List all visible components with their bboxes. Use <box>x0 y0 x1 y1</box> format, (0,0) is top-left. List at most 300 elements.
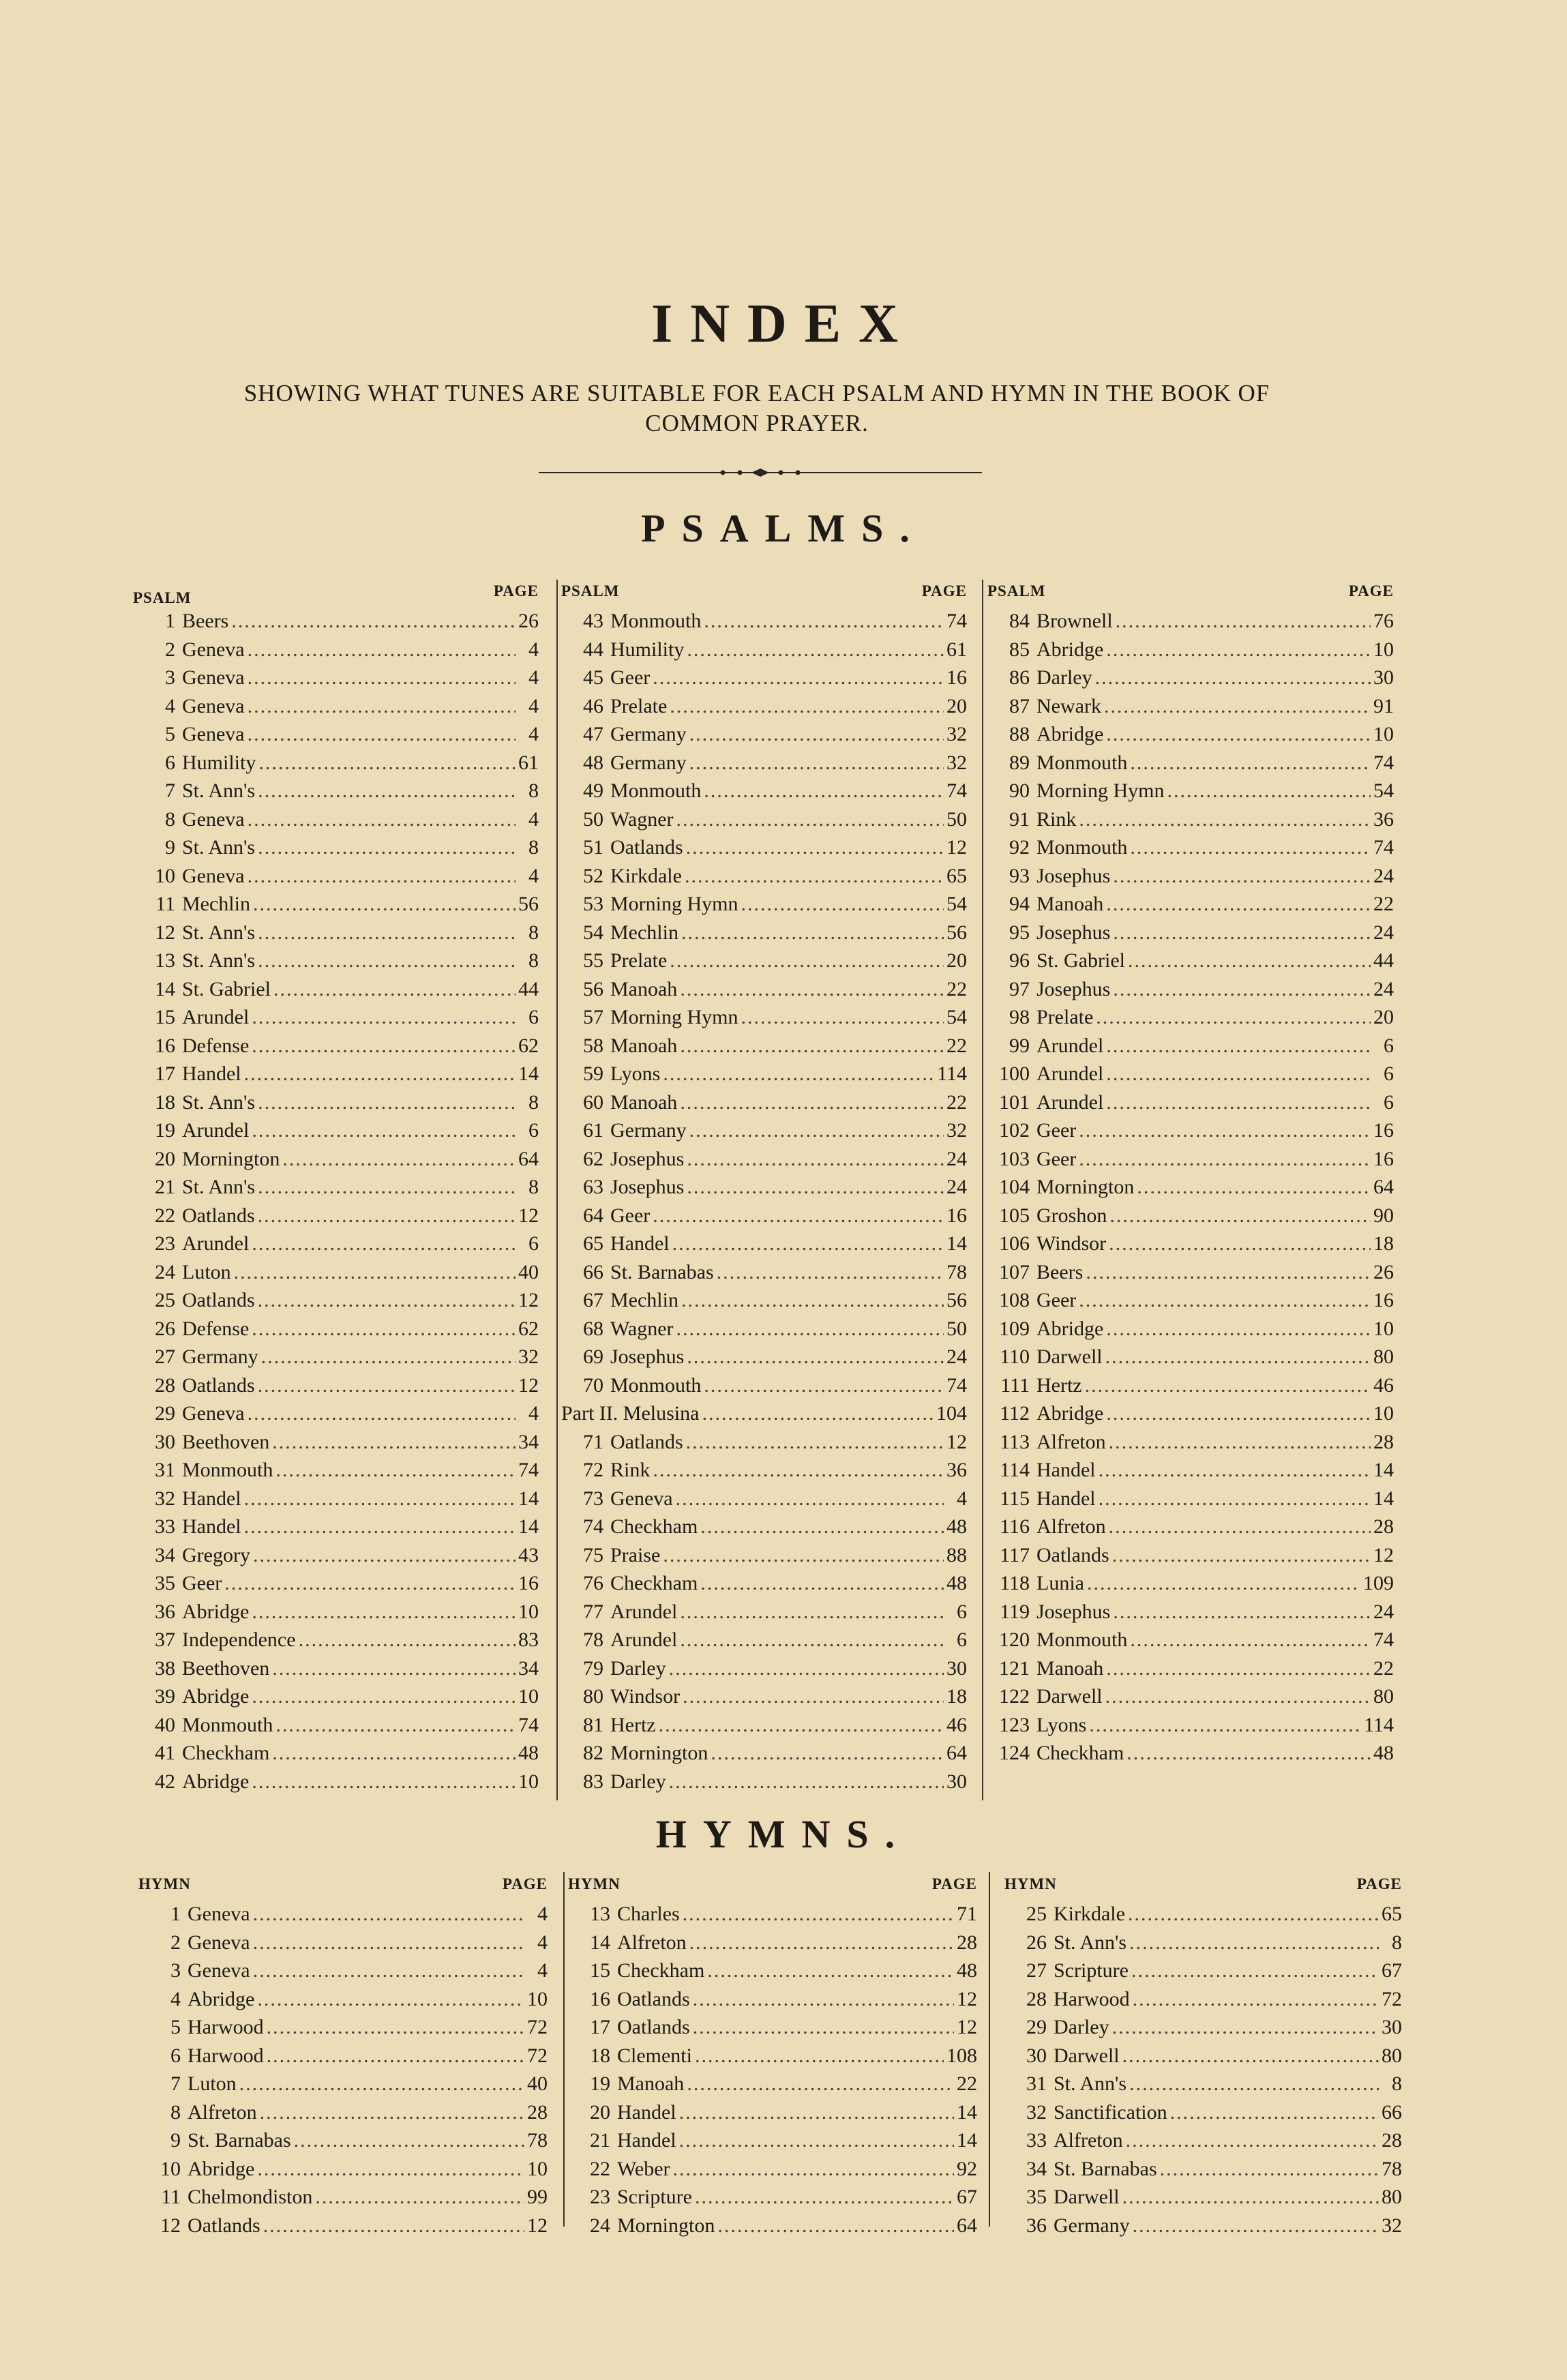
psalm-entry <box>133 1318 539 1346</box>
entry-number: 62 <box>583 1147 603 1170</box>
entry-number: 48 <box>583 751 603 774</box>
entry-number: 16 <box>590 1987 610 2010</box>
dot-leader <box>248 808 516 831</box>
tune-name: St. Barnabas <box>610 1260 714 1283</box>
page-label: PAGE <box>931 1875 977 1892</box>
psalm-entry <box>987 1232 1394 1261</box>
entry-number: 54 <box>583 921 603 944</box>
entry-number: 102 <box>999 1119 1030 1142</box>
page-number: 54 <box>1373 779 1394 802</box>
hymn-entry <box>568 2101 977 2130</box>
tune-name: Geneva <box>182 638 245 661</box>
dot-leader <box>1099 1487 1371 1511</box>
tune-name: Geer <box>610 666 651 689</box>
tune-name: Prelate <box>610 949 668 972</box>
entry-number: 22 <box>590 2157 610 2180</box>
entry-number: 2 <box>165 638 175 661</box>
entry-number: 93 <box>1009 864 1030 887</box>
entry-number: 73 <box>583 1487 603 1510</box>
psalm-entry <box>133 1487 539 1516</box>
entry-number: 20 <box>155 1147 175 1170</box>
dot-leader <box>676 808 944 831</box>
page-number: 114 <box>937 1062 967 1085</box>
tune-name: Newark <box>1036 694 1101 717</box>
tune-name: Humility <box>182 751 256 774</box>
dot-leader <box>258 779 516 803</box>
psalm-entry <box>987 1374 1394 1403</box>
page-number: 40 <box>518 1260 539 1283</box>
page-number: 30 <box>1373 666 1394 689</box>
tune-name: Darley <box>610 1656 666 1680</box>
entry-number: 12 <box>155 921 175 944</box>
psalm-entry <box>133 1459 539 1487</box>
tune-name: Gregory <box>182 1543 250 1566</box>
psalm-label: PSALM <box>561 582 620 599</box>
page-number: 12 <box>518 1204 539 1227</box>
page-number: 36 <box>946 1459 967 1481</box>
entry-number: 57 <box>583 1006 603 1028</box>
column-header <box>138 1875 548 1903</box>
psalm-entry <box>133 1232 539 1261</box>
entry-number: 49 <box>583 779 603 802</box>
dot-leader <box>1106 1402 1371 1425</box>
tune-name: Oatlands <box>617 2016 690 2038</box>
page-number: 16 <box>946 1204 967 1227</box>
tune-name: Scripture <box>617 2186 692 2208</box>
hymn-entry <box>568 2129 977 2158</box>
psalm-entry <box>987 1402 1394 1431</box>
tune-name: Wagner <box>610 807 674 831</box>
psalm-entry <box>133 1402 539 1431</box>
psalm-entry <box>987 1062 1394 1091</box>
dot-leader <box>702 1402 934 1425</box>
entry-number: 4 <box>170 1987 181 2010</box>
page-number: 56 <box>518 893 539 915</box>
page-number: 32 <box>1382 2214 1402 2237</box>
psalm-entry <box>987 1261 1394 1290</box>
tune-name: Oatlands <box>1036 1543 1109 1566</box>
dot-leader <box>253 893 516 916</box>
entry-number: 36 <box>155 1600 175 1623</box>
dot-leader <box>681 1289 944 1312</box>
page-number: 24 <box>946 1345 967 1368</box>
page-number: 76 <box>1373 610 1394 632</box>
psalm-list <box>561 610 967 1798</box>
tune-name: Prelate <box>610 694 668 717</box>
entry-number: 80 <box>583 1685 603 1708</box>
tune-name: Brownell <box>1036 610 1113 632</box>
entry-number: 61 <box>583 1119 603 1142</box>
page-number: 61 <box>518 751 539 774</box>
entry-number: 15 <box>590 1959 610 1982</box>
dot-leader <box>653 1459 944 1482</box>
psalm-entry <box>561 1459 967 1487</box>
entry-number: 9 <box>165 836 175 859</box>
page-number: 74 <box>1373 1628 1394 1651</box>
tune-name: Darley <box>1036 666 1092 689</box>
entry-number: 71 <box>583 1430 603 1453</box>
dot-leader <box>244 1515 516 1538</box>
entry-number: 66 <box>583 1260 603 1283</box>
tune-name: Humility <box>610 638 685 661</box>
dot-leader <box>267 2016 524 2039</box>
ornamental-divider <box>539 468 982 477</box>
psalm-entry <box>133 1035 539 1063</box>
psalm-entry <box>561 893 967 921</box>
dot-leader <box>1126 2129 1379 2152</box>
tune-name: Alfreton <box>1054 2129 1123 2152</box>
entry-number: 13 <box>155 949 175 972</box>
dot-leader <box>681 921 944 944</box>
psalm-entry <box>987 1657 1394 1686</box>
entry-number: 1 <box>170 1903 181 1925</box>
page-number: 109 <box>1363 1572 1394 1594</box>
psalm-label: PSALM <box>133 589 192 606</box>
hymn-entry <box>568 2072 977 2101</box>
tune-name: Mornington <box>1036 1176 1135 1198</box>
entry-number: 29 <box>1026 2016 1047 2038</box>
entry-number: 30 <box>1026 2044 1047 2067</box>
tune-name: Morning Hymn <box>610 1006 738 1028</box>
page-number: 32 <box>946 751 967 774</box>
page-number: 74 <box>1373 751 1394 774</box>
entry-number: 84 <box>1009 610 1030 632</box>
psalm-entry <box>133 1657 539 1686</box>
entry-number: 51 <box>583 836 603 859</box>
entry-number: 91 <box>1009 807 1030 831</box>
entry-number: 112 <box>1000 1402 1030 1425</box>
page-number: 24 <box>1373 921 1394 944</box>
entry-number: 65 <box>583 1232 603 1255</box>
dot-leader <box>1167 779 1371 803</box>
tune-name: Germany <box>610 751 687 774</box>
dot-leader <box>686 1431 944 1454</box>
entry-number: 1 <box>165 610 175 632</box>
entry-number: 119 <box>1000 1600 1030 1623</box>
dot-leader <box>257 1988 524 2011</box>
dot-leader <box>1109 1431 1371 1454</box>
hymn-entry <box>1004 2214 1402 2243</box>
hymn-label: HYMN <box>1004 1875 1057 1892</box>
page-number: 10 <box>1373 1402 1394 1425</box>
psalm-entry <box>133 1148 539 1176</box>
dot-leader <box>1079 1119 1371 1142</box>
page-number: 22 <box>1373 1656 1394 1680</box>
dot-leader <box>294 2129 524 2152</box>
tune-name: St. Ann's <box>182 1176 256 1198</box>
tune-name: Germany <box>182 1345 258 1368</box>
dot-leader <box>659 1714 944 1737</box>
dot-leader <box>653 666 944 689</box>
hymns-heading: HYMNS. <box>655 1812 912 1856</box>
dot-leader <box>653 1204 944 1228</box>
tune-name: Josephus <box>1036 977 1111 1000</box>
column-header <box>987 582 1394 610</box>
page-number: 12 <box>946 1430 967 1453</box>
tune-name: Kirkdale <box>610 864 682 887</box>
hymn-entry <box>138 2044 548 2073</box>
entry-number: 8 <box>165 807 175 831</box>
dot-leader <box>685 865 944 888</box>
tune-name: Scripture <box>1054 1959 1129 1982</box>
dot-leader <box>1122 2044 1379 2068</box>
page-number: 6 <box>1384 1034 1394 1057</box>
tune-name: Monmouth <box>1036 836 1128 859</box>
page-number: 10 <box>527 2157 548 2180</box>
psalm-entry <box>133 836 539 865</box>
dot-leader <box>687 638 944 661</box>
page-number: 24 <box>946 1147 967 1170</box>
tune-name: Charles <box>617 1903 680 1925</box>
tune-name: Abridge <box>188 2157 255 2180</box>
entry-number: 10 <box>160 2157 181 2180</box>
dot-leader <box>253 1959 524 1982</box>
tune-name: Darley <box>1054 2016 1109 2038</box>
tune-name: Arundel <box>1036 1090 1104 1114</box>
dot-leader <box>687 1345 944 1369</box>
psalm-entry <box>561 1770 967 1799</box>
page-number: 80 <box>1373 1345 1394 1368</box>
page-number: 28 <box>527 2100 548 2124</box>
dot-leader <box>679 2101 954 2124</box>
entry-number: 98 <box>1009 1006 1030 1028</box>
page-number: 28 <box>1373 1515 1394 1538</box>
page-number: 8 <box>528 1090 539 1114</box>
dot-leader <box>1170 2101 1379 2124</box>
psalm-entry <box>987 865 1394 893</box>
page-number: 8 <box>528 949 539 972</box>
hymn-entry <box>1004 2158 1402 2186</box>
tune-name: Mechlin <box>182 893 250 915</box>
psalm-entry <box>987 1572 1394 1601</box>
entry-number: 37 <box>155 1628 175 1651</box>
psalm-entry <box>987 1204 1394 1233</box>
entry-number: 60 <box>583 1090 603 1114</box>
dot-leader <box>676 1487 944 1511</box>
tune-name: Monmouth <box>1036 751 1128 774</box>
entry-number: 26 <box>1026 1931 1047 1954</box>
page-number: 64 <box>946 1742 967 1764</box>
psalm-entry <box>561 1318 967 1346</box>
entry-number: 94 <box>1009 893 1030 915</box>
dot-leader <box>1106 1062 1371 1086</box>
entry-number: 42 <box>155 1770 175 1793</box>
page-number: 28 <box>957 1931 977 1954</box>
dot-leader <box>1122 2186 1379 2209</box>
tune-name: Luton <box>182 1260 231 1283</box>
page-number: 4 <box>528 1402 539 1425</box>
tune-name: Groshon <box>1036 1204 1107 1227</box>
entry-number: 7 <box>165 779 175 802</box>
tune-name: Defense <box>182 1034 250 1057</box>
dot-leader <box>258 836 516 859</box>
entry-number: 6 <box>170 2044 181 2067</box>
tune-name: Beethoven <box>182 1656 270 1680</box>
entry-number: 122 <box>999 1685 1030 1708</box>
page-label: PAGE <box>493 582 539 599</box>
entry-number: 41 <box>155 1742 175 1764</box>
psalm-entry <box>561 695 967 724</box>
dot-leader <box>1116 610 1371 633</box>
page-number: 74 <box>946 610 967 632</box>
dot-leader <box>711 1742 944 1765</box>
tune-name: Oatlands <box>610 836 683 859</box>
psalm-entry <box>133 921 539 950</box>
dot-leader <box>267 2044 524 2068</box>
entry-number: 30 <box>155 1430 175 1453</box>
page-number: 64 <box>518 1147 539 1170</box>
entry-number: 3 <box>165 666 175 689</box>
dot-leader <box>275 1459 516 1482</box>
hymn-entry <box>138 2016 548 2044</box>
dot-leader <box>1079 808 1371 831</box>
page-number: 24 <box>1373 864 1394 887</box>
entry-number: 96 <box>1009 949 1030 972</box>
page-number: 12 <box>1373 1543 1394 1566</box>
entry-number: 106 <box>999 1232 1030 1255</box>
page-number: 14 <box>946 1232 967 1255</box>
page-number: 34 <box>518 1430 539 1453</box>
entry-number: 21 <box>155 1176 175 1198</box>
hymn-list <box>568 1903 977 2242</box>
tune-name: Josephus <box>1036 921 1111 944</box>
dot-leader <box>272 1431 516 1454</box>
dot-leader <box>673 2158 954 2181</box>
tune-name: Morning Hymn <box>1036 779 1165 802</box>
entry-number: 22 <box>155 1204 175 1227</box>
dot-leader <box>1131 1959 1379 1982</box>
tune-name: Handel <box>182 1515 241 1538</box>
tune-name: Geer <box>1036 1147 1077 1170</box>
dot-leader <box>1133 2214 1379 2237</box>
dot-leader <box>1079 1148 1371 1171</box>
dot-leader <box>687 2072 954 2096</box>
dot-leader <box>1106 1318 1371 1341</box>
entry-number: 27 <box>155 1345 175 1368</box>
page-number: 56 <box>946 1289 967 1311</box>
hymn-entry <box>138 1988 548 2017</box>
tune-name: St. Gabriel <box>182 977 271 1000</box>
psalm-entry <box>561 978 967 1007</box>
entry-number: 111 <box>1000 1373 1030 1397</box>
entry-number: 40 <box>155 1713 175 1736</box>
page-number: 4 <box>537 1903 548 1925</box>
psalm-entry <box>561 1345 967 1374</box>
tune-name: Checkham <box>182 1742 270 1764</box>
dot-leader <box>1099 1459 1371 1482</box>
tune-name: Geneva <box>182 1402 245 1425</box>
hymn-entry <box>1004 1959 1402 1988</box>
tune-name: Handel <box>617 2100 676 2124</box>
tune-name: Monmouth <box>1036 1628 1128 1651</box>
dot-leader <box>253 1931 524 1954</box>
page-number: 28 <box>1373 1430 1394 1453</box>
dot-leader <box>272 1657 516 1680</box>
tune-name: St. Ann's <box>182 921 256 944</box>
psalm-entry <box>987 723 1394 752</box>
tune-name: Mornington <box>182 1147 280 1170</box>
page-title: INDEX <box>651 294 916 354</box>
entry-number: 19 <box>590 2072 610 2095</box>
tune-name: Alfreton <box>617 1931 687 1954</box>
dot-leader <box>1130 752 1371 775</box>
psalm-entry <box>987 695 1394 724</box>
entry-number: 24 <box>590 2214 610 2237</box>
entry-number: 107 <box>999 1260 1030 1283</box>
psalm-entry <box>561 779 967 808</box>
page-number: 10 <box>527 1987 548 2010</box>
hymn-entry <box>568 1931 977 1960</box>
page-number: 6 <box>1384 1090 1394 1114</box>
tune-name: Germany <box>1054 2214 1130 2237</box>
psalm-entry <box>133 1544 539 1573</box>
psalm-entry <box>987 1119 1394 1148</box>
page-number: 30 <box>946 1656 967 1680</box>
dot-leader <box>231 610 516 633</box>
page-number: 67 <box>957 2186 977 2208</box>
page-number: 14 <box>518 1062 539 1085</box>
tune-name: Rink <box>610 1459 651 1481</box>
dot-leader <box>1129 2072 1379 2096</box>
psalm-entry <box>561 638 967 667</box>
psalm-entry <box>987 638 1394 667</box>
psalm-entry <box>561 1148 967 1176</box>
entry-number: 45 <box>583 666 603 689</box>
page-number: 14 <box>1373 1487 1394 1510</box>
column-rule <box>563 1872 565 2227</box>
dot-leader <box>663 1544 944 1567</box>
tune-name: Abridge <box>182 1600 250 1623</box>
page-number: 88 <box>946 1543 967 1566</box>
dot-leader <box>1106 1657 1371 1680</box>
entry-number: 68 <box>583 1317 603 1340</box>
page-number: 74 <box>946 1373 967 1397</box>
tune-name: Windsor <box>1036 1232 1107 1255</box>
psalm-entry <box>561 865 967 893</box>
page-number: 10 <box>1373 638 1394 661</box>
page-number: 30 <box>1382 2016 1402 2038</box>
psalm-entry <box>987 978 1394 1007</box>
dot-leader <box>272 1742 516 1765</box>
psalm-entry <box>133 666 539 695</box>
entry-number: 115 <box>1000 1487 1030 1510</box>
tune-name: Geer <box>610 1204 651 1227</box>
dot-leader <box>252 1318 516 1341</box>
dot-leader <box>252 1119 516 1142</box>
hymn-entry <box>568 2214 977 2243</box>
entry-number: 11 <box>155 893 175 915</box>
tune-name: Abridge <box>1036 638 1104 661</box>
entry-number: 69 <box>583 1345 603 1368</box>
page-number: 16 <box>1373 1119 1394 1142</box>
tune-name: Checkham <box>610 1572 698 1594</box>
page-number: 22 <box>946 1090 967 1114</box>
dot-leader <box>1096 1006 1371 1029</box>
page-number: 24 <box>1373 977 1394 1000</box>
psalm-entry <box>133 1515 539 1544</box>
page-number: 22 <box>946 1034 967 1057</box>
psalm-entry <box>561 1601 967 1629</box>
dot-leader <box>1113 865 1371 888</box>
tune-name: Josephus <box>1036 864 1111 887</box>
entry-number: 50 <box>583 807 603 831</box>
tune-name: Geneva <box>188 1959 250 1982</box>
dot-leader <box>258 752 516 775</box>
page-number: 72 <box>527 2016 548 2038</box>
entry-number: 53 <box>583 893 603 915</box>
page-number: 10 <box>518 1600 539 1623</box>
psalm-entry <box>561 1515 967 1544</box>
